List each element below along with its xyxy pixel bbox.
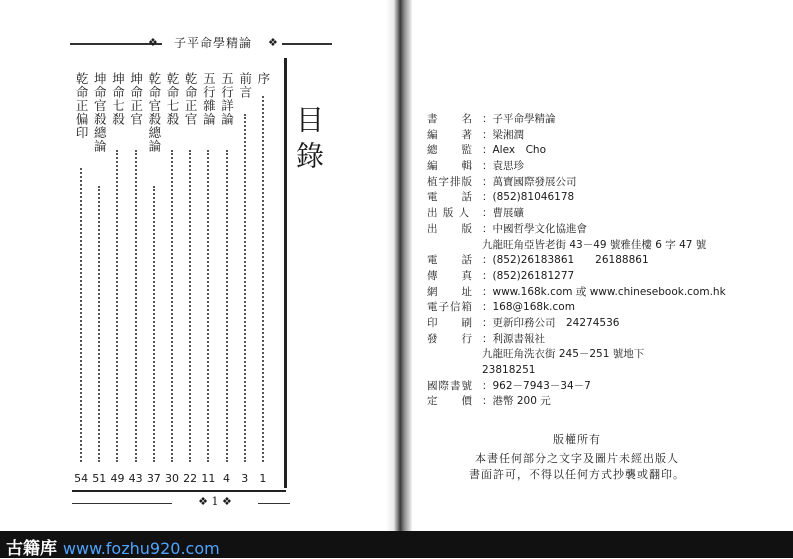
colophon-separator: ： [482, 160, 493, 173]
colophon-row [427, 332, 767, 348]
colophon-value: www.168k.com 或 www.chinesebook.com.hk [492, 285, 726, 298]
toc-entry[interactable] [163, 72, 181, 467]
copyright-line: 書面許可，不得以任何方式抄襲或翻印。 [469, 468, 685, 481]
toc-frame-rule [284, 58, 287, 488]
toc-entry-label: 乾命正偏印 [74, 72, 90, 140]
toc-leader-dots [135, 150, 137, 462]
toc-frame-rule [72, 490, 286, 492]
colophon-separator: ： [482, 191, 493, 204]
page-number: ❖ 1 ❖ [198, 495, 232, 508]
colophon-value: Alex Cho [492, 144, 546, 157]
colophon-key: 出 版 [427, 222, 473, 235]
toc-entry-label: 乾命官殺總論 [146, 72, 162, 153]
toc-entry[interactable] [145, 72, 163, 467]
colophon-value: 168@168k.com [492, 301, 575, 314]
colophon-value: 萬寶國際發展公司 [492, 175, 577, 188]
colophon-separator: ： [482, 332, 493, 345]
colophon-value: 中國哲學文化協進會 [492, 222, 587, 235]
colophon-value: 利源書報社 [492, 332, 545, 345]
toc-entry-page: 54 [74, 472, 89, 485]
toc-leader-dots [80, 168, 82, 462]
colophon-separator: ： [482, 207, 493, 220]
toc-leader-dots [116, 150, 118, 462]
toc-leader-dots [189, 150, 191, 462]
colophon-key: 定 價 [427, 395, 473, 408]
colophon-row [427, 112, 767, 128]
colophon-key: 電 話 [427, 254, 473, 267]
toc-entry[interactable] [218, 72, 236, 467]
toc-entry[interactable] [72, 72, 90, 467]
toc-entry-label: 五行雜論 [201, 72, 217, 126]
toc-page-numbers [72, 472, 272, 486]
colophon-row [427, 394, 767, 410]
colophon-separator: ： [482, 269, 493, 282]
colophon-key: 書 名 [427, 113, 473, 125]
colophon-key: 發 行 [427, 332, 473, 345]
colophon-value: 九龍旺角亞皆老街 43－49 號雅佳樓 6 字 47 號 [482, 238, 707, 251]
colophon-row [427, 316, 767, 332]
toc-entry-page: 51 [92, 472, 107, 485]
colophon-separator: ： [482, 128, 493, 141]
colophon-separator: ： [482, 316, 493, 329]
colophon-row [427, 300, 767, 316]
toc-leader-dots [262, 96, 264, 462]
colophon-row [427, 253, 767, 269]
colophon-row [427, 143, 767, 159]
toc-entry-label: 坤命官殺總論 [92, 72, 108, 153]
toc-entry-page: 3 [241, 472, 249, 485]
colophon-separator: ： [482, 175, 493, 188]
ornament-icon: ❖ [268, 36, 278, 49]
watermark[interactable] [6, 534, 220, 559]
toc-entry-page: 30 [165, 472, 179, 485]
toc-entry-label: 乾命七殺 [165, 72, 180, 126]
toc-leader-dots [153, 186, 155, 462]
toc-entry[interactable] [254, 72, 272, 467]
copyright-line: 本書任何部分之文字及圖片未經出版人 [475, 451, 679, 465]
colophon-row [427, 206, 767, 222]
colophon-value: 子平命學精論 [492, 113, 556, 125]
toc-entry-label: 前言 [237, 72, 253, 99]
toc-leader-dots [226, 150, 228, 462]
colophon-row [427, 285, 767, 301]
colophon-row [427, 269, 767, 285]
colophon-key: 出 版 人 [427, 207, 471, 220]
colophon-row [427, 238, 767, 254]
toc-leader-dots [171, 150, 173, 462]
colophon-separator: ： [482, 395, 493, 408]
toc-entry[interactable] [181, 72, 199, 467]
toc-heading: 目錄 [292, 105, 325, 177]
toc-entry-page: 49 [110, 472, 125, 485]
colophon-value: (852)26181277 [492, 269, 575, 282]
toc-entry-page: 1 [259, 472, 267, 485]
colophon-value: 袁思珍 [492, 160, 524, 173]
colophon-value: 曹展礦 [492, 207, 524, 220]
colophon-row [427, 347, 767, 363]
toc-entries [72, 72, 272, 467]
copyright-notice [452, 432, 702, 484]
toc-entry-label: 乾命正官 [183, 72, 199, 126]
watermark-site: 古籍库 [6, 539, 57, 559]
colophon-key: 電 話 [427, 191, 473, 204]
colophon-value: 更新印務公司 24274536 [492, 316, 620, 329]
toc-entry-page: 37 [146, 472, 161, 485]
watermark-url[interactable]: www.fozhu920.com [62, 539, 220, 558]
colophon-value: 九龍旺角洗衣街 245－251 號地下 [482, 348, 645, 361]
running-title: 子平命學精論 [173, 36, 252, 50]
colophon-row [427, 159, 767, 175]
colophon-separator: ： [482, 144, 493, 157]
colophon-value: 港幣 200 元 [492, 395, 551, 408]
colophon-key: 傳 真 [427, 269, 473, 282]
toc-entry-label: 序 [255, 72, 271, 86]
toc-entry[interactable] [127, 72, 145, 467]
ornament-icon: ❖ [148, 36, 158, 49]
toc-entry[interactable] [236, 72, 254, 467]
copyright-title: 版權所有 [553, 433, 601, 446]
toc-leader-dots [207, 150, 209, 462]
colophon-key: 網 址 [427, 285, 473, 298]
toc-entry-page: 11 [201, 472, 216, 485]
toc-entry-page: 22 [183, 472, 198, 485]
colophon-value: (852)26183861 26188861 [492, 254, 649, 267]
book-gutter [386, 0, 412, 558]
toc-leader-dots [98, 186, 100, 462]
colophon-separator: ： [482, 285, 493, 298]
toc-entry-label: 坤命正官 [128, 72, 144, 126]
colophon-value: 962－7943－34－7 [492, 379, 591, 392]
colophon-separator: ： [482, 222, 493, 235]
colophon-key: 編 輯 [427, 160, 473, 173]
colophon-separator: ： [482, 254, 493, 267]
colophon-value: (852)81046178 [492, 191, 575, 204]
colophon-key: 編 著 [427, 128, 473, 141]
colophon-row [427, 363, 767, 379]
toc-entry-page: 43 [128, 472, 143, 485]
colophon-separator: ： [482, 113, 493, 125]
toc-entry-label: 坤命七殺 [110, 72, 126, 126]
colophon-key: 國際書號 [427, 379, 473, 392]
colophon-separator: ： [482, 301, 493, 314]
header-rule-right [282, 43, 332, 45]
colophon-row [427, 222, 767, 238]
toc-entry[interactable] [108, 72, 126, 467]
colophon-value: 23818251 [482, 364, 536, 376]
colophon-row [427, 128, 767, 144]
toc-leader-dots [244, 114, 246, 462]
colophon-row [427, 379, 767, 395]
toc-entry[interactable] [90, 72, 108, 467]
colophon-separator: ： [482, 379, 493, 392]
colophon [427, 112, 767, 410]
left-page [0, 0, 392, 558]
colophon-key: 植字排版 [427, 175, 473, 188]
toc-entry-label: 五行詳論 [219, 72, 235, 126]
colophon-row [427, 190, 767, 206]
colophon-key: 總 監 [427, 144, 473, 157]
colophon-row [427, 175, 767, 191]
footer-rule-right [258, 503, 290, 504]
toc-entry-page: 4 [223, 472, 231, 485]
toc-entry[interactable] [199, 72, 217, 467]
colophon-value: 梁湘潤 [492, 128, 524, 141]
colophon-key: 印 刷 [427, 316, 473, 329]
colophon-key: 電子信箱 [427, 301, 473, 314]
